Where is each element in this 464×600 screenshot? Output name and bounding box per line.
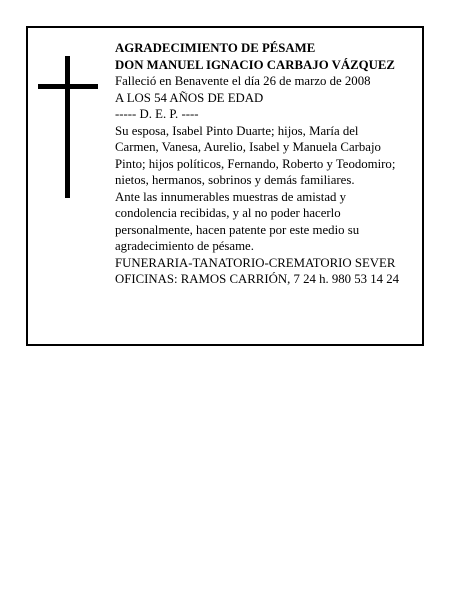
gratitude-line: personalmente, hacen patente por este medio su <box>115 222 360 237</box>
deceased-name: DON MANUEL IGNACIO CARBAJO VÁZQUEZ <box>115 57 395 72</box>
death-info: Falleció en Benavente el día 26 de marzo de 2008 <box>115 74 371 88</box>
family-line: Su esposa, Isabel Pinto Duarte; hijos, María del <box>115 123 359 138</box>
family-paragraph <box>115 123 423 189</box>
gratitude-line: condolencia recibidas, y al no poder hacerlo <box>115 206 341 220</box>
family-line: Carmen, Vanesa, Aurelio, Isabel y Manuela Carbajo <box>115 140 381 154</box>
age-at-death: A LOS 54 AÑOS DE EDAD <box>115 90 264 105</box>
gratitude-line: agradecimiento de pésame. <box>115 239 254 253</box>
family-line: nietos, hermanos, sobrinos y demás familiares. <box>115 173 355 187</box>
funeral-home: FUNERARIA-TANATORIO-CREMATORIO SEVER <box>115 255 396 270</box>
obituary-notice <box>26 26 424 346</box>
cross-horizontal-bar <box>38 84 98 89</box>
cross-icon <box>38 56 98 198</box>
family-line: Pinto; hijos políticos, Fernando, Roberto y Teodomiro; <box>115 156 396 171</box>
notice-heading: AGRADECIMIENTO DE PÉSAME <box>115 41 316 55</box>
gratitude-line: Ante las innumerables muestras de amistad y <box>115 189 346 204</box>
rest-in-peace: ----- D. E. P. ---- <box>115 107 199 121</box>
cross-vertical-bar <box>65 56 70 198</box>
offices-contact: OFICINAS: RAMOS CARRIÓN, 7 24 h. 980 53 14 24 <box>115 272 400 286</box>
gratitude-paragraph <box>115 189 423 255</box>
notice-text <box>115 40 423 288</box>
